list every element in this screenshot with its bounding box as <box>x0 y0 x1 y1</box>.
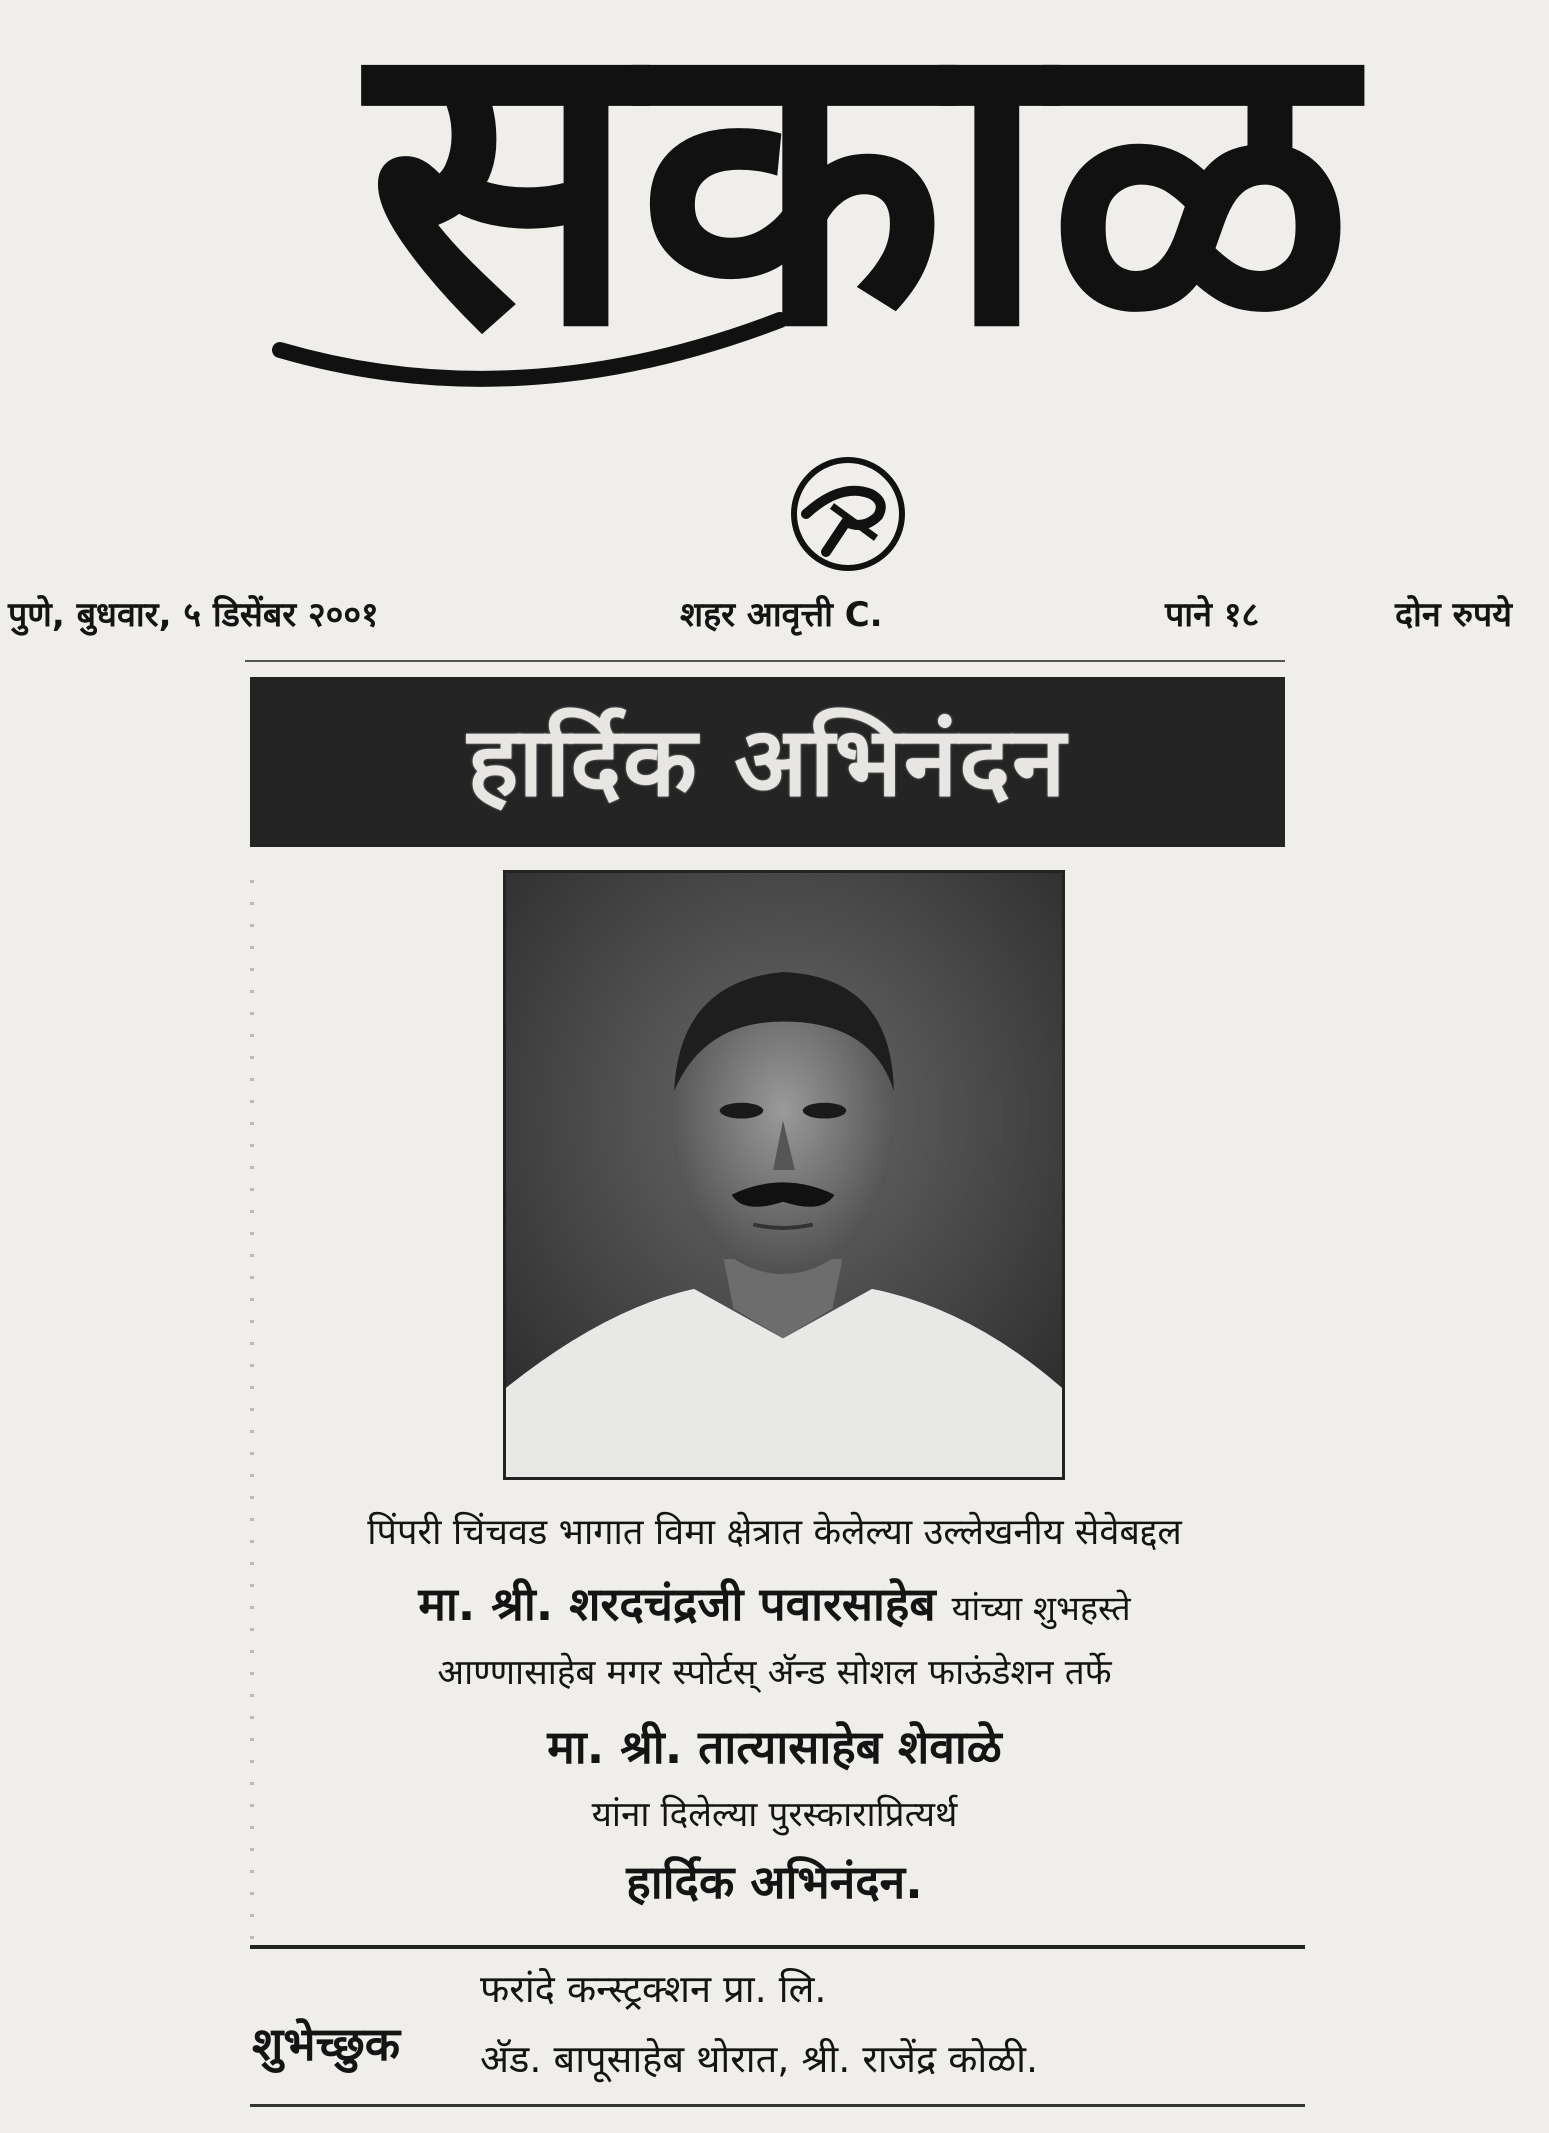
divider-top <box>245 660 1285 662</box>
portrait-photo <box>503 870 1065 1480</box>
awardee-name: मा. श्री. तात्यासाहेब शेवाळे <box>547 1720 1002 1774</box>
sponsor-names: अ‍ॅड. बापूसाहेब थोरात, श्री. राजेंद्र कोळी. <box>480 2037 1039 2081</box>
issue-date: पुणे, बुधवार, ५ डिसेंबर २००१ <box>8 595 379 635</box>
foundation-line: आण्णासाहेब मगर स्पोर्टस् अ‍ॅन्ड सोशल फाऊंडेशन तर्फे <box>437 1653 1112 1693</box>
banner-heading: हार्दिक अभिनंदन <box>467 705 1068 818</box>
masthead-logo <box>220 20 1500 460</box>
divider-end <box>250 2104 1305 2107</box>
margin-dots <box>250 880 254 1940</box>
chief-guest-name: मा. श्री. शरदचंद्रजी पवारसाहेब <box>418 1577 936 1631</box>
price-label: दोन रुपये <box>1395 595 1512 635</box>
sakal-emblem-icon <box>786 452 910 576</box>
page-count: पाने १८ <box>1165 595 1260 635</box>
masthead <box>220 20 1500 460</box>
sponsor-company: फरांदे कन्स्ट्रक्शन प्रा. लि. <box>480 1967 827 2011</box>
divider-bottom <box>250 1945 1305 1949</box>
citation-line: पिंपरी चिंचवड भागात विमा क्षेत्रात केलेल्या उल्लेखनीय सेवेबद्दल <box>367 1512 1182 1553</box>
well-wisher-label: शुभेच्छुक <box>252 2017 401 2071</box>
chief-guest-line <box>0 1572 1549 1634</box>
masthead-title: सकाळ <box>367 20 1353 415</box>
edition-label: शहर आवृत्ती C. <box>680 595 883 635</box>
congrats-closing: हार्दिक अभिनंदन. <box>626 1855 923 1909</box>
chief-guest-suffix: यांच्या शुभहस्ते <box>951 1589 1131 1629</box>
award-line: यांना दिलेल्या पुरस्काराप्रित्यर्थ <box>591 1795 958 1835</box>
congrats-banner <box>250 677 1285 847</box>
